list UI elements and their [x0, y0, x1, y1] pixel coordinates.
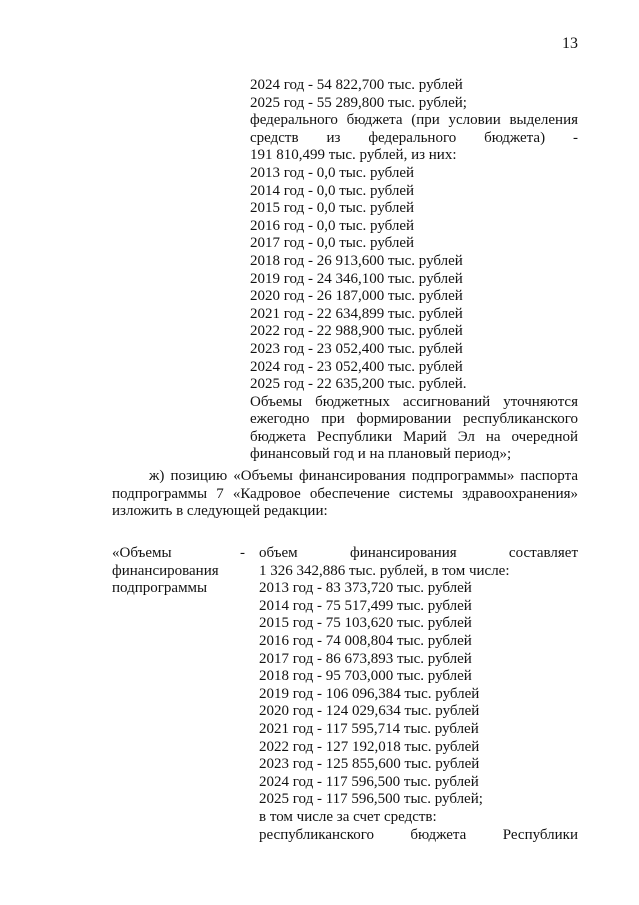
text-line: 2020 год - 26 187,000 тыс. рублей: [250, 288, 463, 305]
text-line: 2024 год - 54 822,700 тыс. рублей: [250, 77, 463, 93]
paragraph-line: подпрограммы 7 «Кадровое обеспечение системы здравоохранения»: [112, 485, 578, 502]
page-number: 13: [562, 35, 578, 52]
text-line: 2014 год - 0,0 тыс. рублей: [250, 182, 415, 199]
value-line: 2020 год - 124 029,634 тыс. рублей: [259, 703, 480, 720]
value-line: 2013 год - 83 373,720 тыс. рублей: [259, 580, 472, 597]
text-line: финансовый год и на плановый период»;: [250, 446, 512, 463]
value-line: 2021 год - 117 595,714 тыс. рублей: [259, 720, 479, 737]
value-line: 2019 год - 106 096,384 тыс. рублей: [259, 685, 480, 702]
text-line: 2021 год - 22 634,899 тыс. рублей: [250, 305, 463, 322]
text-line: 191 810,499 тыс. рублей, из них:: [250, 147, 457, 164]
amendment-paragraph: [112, 468, 578, 521]
text-line: 2025 год - 55 289,800 тыс. рублей;: [250, 94, 467, 111]
text-line: 2023 год - 23 052,400 тыс. рублей: [250, 340, 463, 357]
value-line: в том числе за счет средств:: [259, 808, 437, 825]
value-line: 2018 год - 95 703,000 тыс. рублей: [259, 668, 472, 685]
table-label-cell: [112, 545, 252, 598]
label-line: «Объемы: [112, 545, 172, 561]
text-line: средств из федерального бюджета) -: [250, 129, 578, 146]
text-line: 2016 год - 0,0 тыс. рублей: [250, 217, 415, 234]
text-line: 2025 год - 22 635,200 тыс. рублей.: [250, 376, 467, 393]
paragraph-line: ж) позицию «Объемы финансирования подпрограммы» паспорта: [149, 468, 578, 484]
value-line: 2017 год - 86 673,893 тыс. рублей: [259, 650, 472, 667]
text-line: 2024 год - 23 052,400 тыс. рублей: [250, 358, 463, 375]
value-line: 2016 год - 74 008,804 тыс. рублей: [259, 632, 472, 649]
value-line: республиканского бюджета Республики: [259, 826, 578, 843]
value-line: 2022 год - 127 192,018 тыс. рублей: [259, 738, 480, 755]
text-line: 2019 год - 24 346,100 тыс. рублей: [250, 270, 463, 287]
value-line: 2015 год - 75 103,620 тыс. рублей: [259, 615, 472, 632]
label-line: подпрограммы: [112, 580, 208, 597]
value-line: 2023 год - 125 855,600 тыс. рублей: [259, 756, 480, 773]
text-line: 2022 год - 22 988,900 тыс. рублей: [250, 323, 463, 340]
text-line: бюджета Республики Марий Эл на очередной: [250, 428, 578, 445]
text-line: 2017 год - 0,0 тыс. рублей: [250, 235, 415, 252]
text-line: федерального бюджета (при условии выделения: [250, 112, 578, 129]
value-line: объем финансирования составляет: [259, 545, 578, 561]
separator-dash: -: [240, 545, 245, 561]
text-line: 2015 год - 0,0 тыс. рублей: [250, 200, 415, 217]
paragraph-line: изложить в следующей редакции:: [112, 503, 328, 520]
value-line: 2014 год - 75 517,499 тыс. рублей: [259, 597, 472, 614]
text-line: 2013 год - 0,0 тыс. рублей: [250, 164, 415, 181]
text-line: Объемы бюджетных ассигнований уточняются: [250, 393, 578, 410]
text-line: 2018 год - 26 913,600 тыс. рублей: [250, 252, 463, 269]
label-line: финансирования: [112, 562, 219, 579]
value-line: 1 326 342,886 тыс. рублей, в том числе:: [259, 562, 510, 579]
value-line: 2024 год - 117 596,500 тыс. рублей: [259, 773, 479, 790]
table-value-cell: [259, 545, 578, 844]
text-line: ежегодно при формировании республиканского: [250, 411, 578, 428]
top-text-block: [250, 77, 578, 464]
value-line: 2025 год - 117 596,500 тыс. рублей;: [259, 791, 483, 808]
